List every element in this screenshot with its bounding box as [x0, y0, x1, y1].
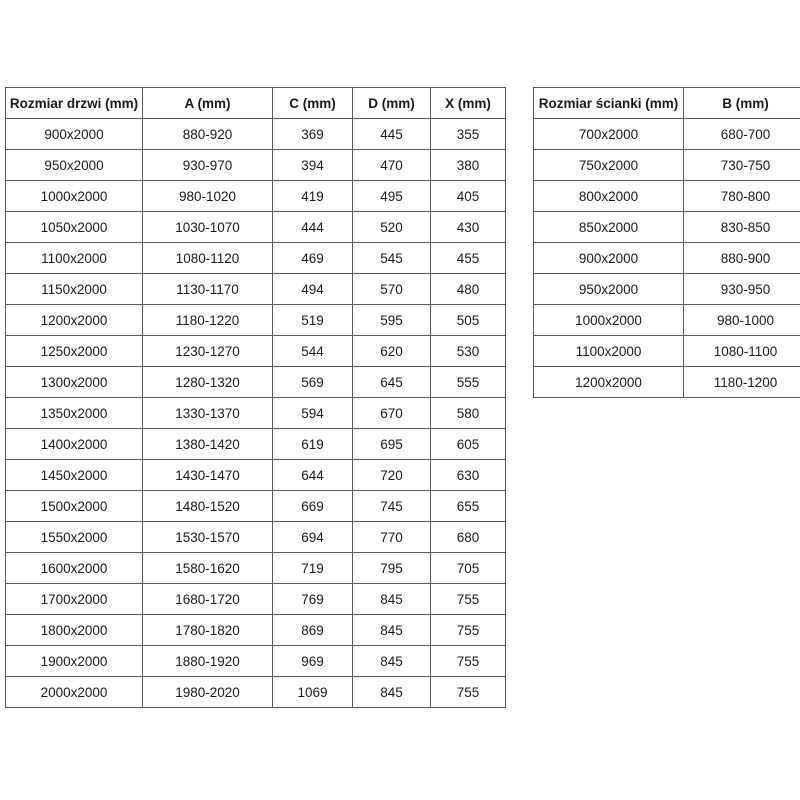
table-cell: 680-700 [684, 119, 800, 150]
table-cell: 530 [431, 336, 506, 367]
table-cell: 580 [431, 398, 506, 429]
table-cell: 880-900 [684, 243, 800, 274]
table-cell: 1450x2000 [6, 460, 143, 491]
table-header [534, 88, 800, 119]
table-cell: 730-750 [684, 150, 800, 181]
table-cell: 1000x2000 [534, 305, 684, 336]
table-cell: 1880-1920 [143, 646, 273, 677]
table-cell: 445 [353, 119, 431, 150]
table-cell: 780-800 [684, 181, 800, 212]
table-cell: 645 [353, 367, 431, 398]
table-cell: 544 [273, 336, 353, 367]
table-cell: 1000x2000 [6, 181, 143, 212]
table-cell: 1330-1370 [143, 398, 273, 429]
table-cell: 720 [353, 460, 431, 491]
table-cell: 569 [273, 367, 353, 398]
table-cell: 670 [353, 398, 431, 429]
table-cell: 1780-1820 [143, 615, 273, 646]
table-cell: 980-1000 [684, 305, 800, 336]
column-header: C (mm) [273, 88, 353, 119]
table-row [6, 305, 506, 336]
table-cell: 494 [273, 274, 353, 305]
table-header [6, 88, 506, 119]
table-cell: 719 [273, 553, 353, 584]
table-cell: 405 [431, 181, 506, 212]
table-row [534, 305, 800, 336]
table-cell: 620 [353, 336, 431, 367]
table-row [6, 398, 506, 429]
table-cell: 1200x2000 [6, 305, 143, 336]
table-cell: 755 [431, 584, 506, 615]
table-cell: 1530-1570 [143, 522, 273, 553]
table-cell: 1500x2000 [6, 491, 143, 522]
table-row [534, 119, 800, 150]
table-cell: 755 [431, 646, 506, 677]
table-cell: 669 [273, 491, 353, 522]
table-body [6, 119, 506, 708]
table-cell: 1069 [273, 677, 353, 708]
table-cell: 1300x2000 [6, 367, 143, 398]
table-cell: 1050x2000 [6, 212, 143, 243]
table-cell: 1130-1170 [143, 274, 273, 305]
table-cell: 455 [431, 243, 506, 274]
table-cell: 1200x2000 [534, 367, 684, 398]
column-header: D (mm) [353, 88, 431, 119]
table-cell: 750x2000 [534, 150, 684, 181]
table-cell: 1350x2000 [6, 398, 143, 429]
table-cell: 1430-1470 [143, 460, 273, 491]
table-row [6, 553, 506, 584]
table-cell: 1080-1100 [684, 336, 800, 367]
table-cell: 369 [273, 119, 353, 150]
column-header: A (mm) [143, 88, 273, 119]
table-row [6, 243, 506, 274]
table-cell: 755 [431, 615, 506, 646]
table-cell: 469 [273, 243, 353, 274]
table-cell: 594 [273, 398, 353, 429]
table-row [6, 460, 506, 491]
table-cell: 355 [431, 119, 506, 150]
table-cell: 1030-1070 [143, 212, 273, 243]
table-cell: 850x2000 [534, 212, 684, 243]
table-cell: 800x2000 [534, 181, 684, 212]
table-cell: 2000x2000 [6, 677, 143, 708]
table-cell: 655 [431, 491, 506, 522]
table-cell: 570 [353, 274, 431, 305]
table-row [6, 336, 506, 367]
wall-size-table [533, 87, 800, 398]
table-cell: 1680-1720 [143, 584, 273, 615]
table-row [534, 181, 800, 212]
table-cell: 505 [431, 305, 506, 336]
table-row [6, 584, 506, 615]
table-cell: 680 [431, 522, 506, 553]
table-row [6, 677, 506, 708]
table-cell: 1900x2000 [6, 646, 143, 677]
table-row [6, 367, 506, 398]
table-cell: 695 [353, 429, 431, 460]
table-cell: 845 [353, 677, 431, 708]
table-cell: 845 [353, 584, 431, 615]
table-row [6, 491, 506, 522]
table-cell: 980-1020 [143, 181, 273, 212]
table-cell: 1180-1200 [684, 367, 800, 398]
table-cell: 1380-1420 [143, 429, 273, 460]
table-cell: 1250x2000 [6, 336, 143, 367]
column-header: X (mm) [431, 88, 506, 119]
table-cell: 845 [353, 646, 431, 677]
table-row [534, 336, 800, 367]
header-row [534, 88, 800, 119]
table-cell: 880-920 [143, 119, 273, 150]
table-cell: 630 [431, 460, 506, 491]
table-row [6, 522, 506, 553]
table-cell: 495 [353, 181, 431, 212]
table-cell: 545 [353, 243, 431, 274]
table-cell: 745 [353, 491, 431, 522]
table-row [6, 119, 506, 150]
table-cell: 705 [431, 553, 506, 584]
table-row [6, 150, 506, 181]
table-cell: 930-950 [684, 274, 800, 305]
table-cell: 869 [273, 615, 353, 646]
column-header: Rozmiar ścianki (mm) [534, 88, 684, 119]
table-cell: 1280-1320 [143, 367, 273, 398]
table-cell: 900x2000 [6, 119, 143, 150]
table-cell: 930-970 [143, 150, 273, 181]
table-cell: 430 [431, 212, 506, 243]
table-cell: 1150x2000 [6, 274, 143, 305]
table-cell: 619 [273, 429, 353, 460]
table-row [6, 274, 506, 305]
table-cell: 769 [273, 584, 353, 615]
table-cell: 1980-2020 [143, 677, 273, 708]
table-cell: 1080-1120 [143, 243, 273, 274]
table-row [534, 212, 800, 243]
table-cell: 444 [273, 212, 353, 243]
table-cell: 755 [431, 677, 506, 708]
table-cell: 419 [273, 181, 353, 212]
table-row [6, 615, 506, 646]
table-cell: 1800x2000 [6, 615, 143, 646]
table-cell: 1100x2000 [534, 336, 684, 367]
table-cell: 969 [273, 646, 353, 677]
table-cell: 1550x2000 [6, 522, 143, 553]
table-row [6, 212, 506, 243]
table-cell: 950x2000 [534, 274, 684, 305]
table-cell: 480 [431, 274, 506, 305]
table-cell: 520 [353, 212, 431, 243]
door-size-table [5, 87, 506, 708]
table-row [534, 367, 800, 398]
table-cell: 694 [273, 522, 353, 553]
table-row [534, 274, 800, 305]
table-row [534, 150, 800, 181]
table-cell: 795 [353, 553, 431, 584]
table-cell: 845 [353, 615, 431, 646]
table-cell: 1230-1270 [143, 336, 273, 367]
column-header: B (mm) [684, 88, 800, 119]
table-row [534, 243, 800, 274]
table-cell: 470 [353, 150, 431, 181]
table-cell: 1480-1520 [143, 491, 273, 522]
table-cell: 605 [431, 429, 506, 460]
table-body [534, 119, 800, 398]
table-cell: 830-850 [684, 212, 800, 243]
table-cell: 700x2000 [534, 119, 684, 150]
table-row [6, 181, 506, 212]
table-cell: 519 [273, 305, 353, 336]
column-header: Rozmiar drzwi (mm) [6, 88, 143, 119]
table-cell: 1700x2000 [6, 584, 143, 615]
table-cell: 900x2000 [534, 243, 684, 274]
table-cell: 1100x2000 [6, 243, 143, 274]
table-cell: 555 [431, 367, 506, 398]
table-cell: 770 [353, 522, 431, 553]
header-row [6, 88, 506, 119]
table-cell: 1600x2000 [6, 553, 143, 584]
table-cell: 644 [273, 460, 353, 491]
table-cell: 1180-1220 [143, 305, 273, 336]
table-cell: 950x2000 [6, 150, 143, 181]
table-cell: 595 [353, 305, 431, 336]
table-row [6, 429, 506, 460]
table-cell: 1400x2000 [6, 429, 143, 460]
table-cell: 394 [273, 150, 353, 181]
table-cell: 380 [431, 150, 506, 181]
table-cell: 1580-1620 [143, 553, 273, 584]
table-row [6, 646, 506, 677]
